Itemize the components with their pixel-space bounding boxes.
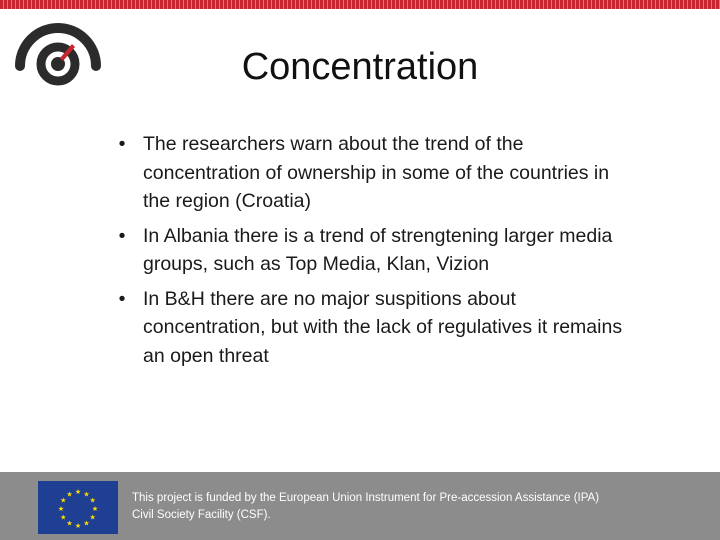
bullet-item xyxy=(112,130,632,216)
svg-text:★: ★ xyxy=(60,496,67,505)
svg-text:★: ★ xyxy=(66,519,73,528)
bullet-marker: • xyxy=(118,133,126,155)
bullet-item xyxy=(112,285,632,371)
bullet-text: The researchers warn about the trend of the concentration of ownership in some of the countries in the region (Croatia) xyxy=(143,133,610,212)
svg-text:★: ★ xyxy=(74,522,82,530)
svg-text:★: ★ xyxy=(57,505,65,513)
bullet-marker: • xyxy=(118,224,126,247)
eu-flag-icon xyxy=(38,481,118,534)
svg-text:★: ★ xyxy=(83,519,90,528)
svg-text:★: ★ xyxy=(66,490,73,499)
funding-notice xyxy=(132,490,692,524)
footer-bar xyxy=(0,472,720,540)
bullet-list xyxy=(112,130,632,376)
svg-text:★: ★ xyxy=(83,490,90,499)
slide-title: Concentration xyxy=(241,46,479,88)
bullet-text: In B&H there are no major suspitions about concentration, but with the lack of regulatives it remains an open threat xyxy=(143,287,623,367)
bullet-text: In Albania there is a trend of strengtening larger media groups, such as Top Media, Klan, Vizion xyxy=(143,224,613,275)
svg-text:★: ★ xyxy=(89,496,96,505)
top-accent-stripe xyxy=(0,0,720,9)
bullet-item xyxy=(112,222,632,279)
svg-text:★: ★ xyxy=(60,513,67,522)
funding-notice-line-1: This project is funded by the European Union Instrument for Pre-accession Assistance (IPA) xyxy=(132,492,600,504)
funding-notice-line-2: Civil Society Facility (CSF). xyxy=(132,509,271,521)
svg-text:★: ★ xyxy=(74,488,82,496)
svg-text:★: ★ xyxy=(89,513,96,522)
bullet-marker: • xyxy=(118,287,126,310)
svg-text:★: ★ xyxy=(91,505,99,513)
